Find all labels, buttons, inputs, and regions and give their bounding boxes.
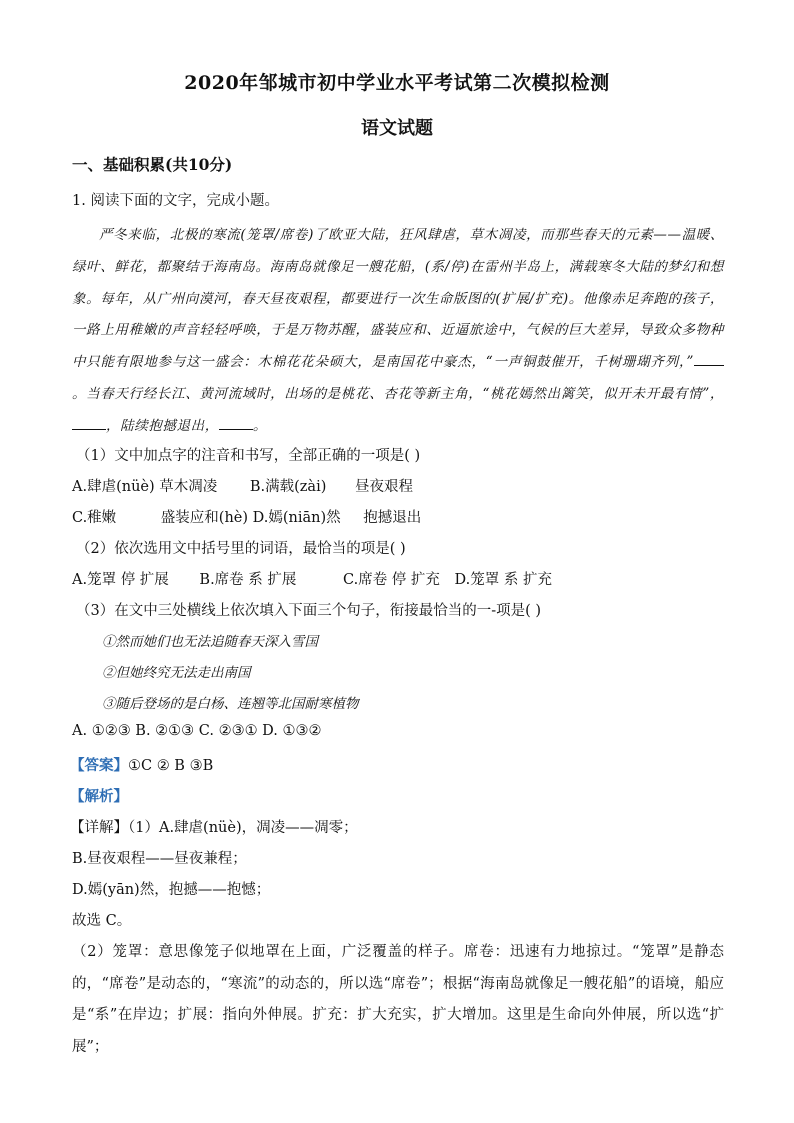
answer-line [70, 754, 213, 775]
analysis-tag: 【解析】 [70, 788, 128, 805]
sub-question-2-stem: （2）依次选用文中括号里的词语，最恰当的项是( ) [76, 541, 406, 557]
fill-blank-3[interactable] [219, 417, 253, 430]
answer-text: ①C ② B ③B [128, 758, 214, 774]
fill-blank-1[interactable] [694, 353, 724, 366]
detail-line-2: B.昼夜艰程——昼夜兼程； [72, 851, 247, 867]
option-d[interactable]: D.笼罩 系 扩充 [454, 572, 552, 588]
sentence-3: ③随后登场的是白杨、连翘等北国耐寒植物 [102, 696, 359, 712]
option-b-cont: 昼夜艰程 [355, 479, 413, 495]
passage-part-3: ，陆续抱撼退出， [106, 417, 219, 434]
option-b[interactable]: B.满载(zài) [249, 479, 327, 495]
detail-line-3: D.嫣(yān)然，抱撼——抱憾； [72, 882, 271, 898]
option-b[interactable]: B.席卷 系 扩展 [199, 572, 297, 588]
option-c[interactable]: C.席卷 停 扩充 [343, 572, 440, 588]
document-title: 2020年邹城市初中学业水平考试第二次模拟检测 [184, 72, 610, 94]
passage-part-4: 。 [252, 417, 267, 434]
fill-blank-2[interactable] [72, 417, 106, 430]
option-c[interactable]: C.稚嫩 [72, 510, 117, 526]
option-a[interactable]: A.笼罩 停 扩展 [72, 572, 169, 588]
document-subtitle: 语文试题 [361, 118, 433, 139]
option-c-d[interactable]: 盛装应和(hè) D.嫣(niān)然 [160, 510, 341, 526]
option-d-cont: 抱撼退出 [363, 510, 422, 526]
passage-part-2: 。当春天行经长江、黄河流域时，出场的是桃花、杏花等新主角，“桃花嫣然出篱笑，似开未开最有情”， [72, 385, 724, 402]
sub-question-2-options [72, 568, 552, 589]
question-1-stem: 1. 阅读下面的文字，完成小题。 [72, 193, 279, 209]
sub-question-3-stem: （3）在文中三处横线上依次填入下面三个句子，衔接最恰当的一-项是( ) [76, 603, 542, 619]
answer-tag: 【答案】 [70, 757, 128, 774]
option-a[interactable]: A.肆虐(nüè) 草木凋凌 [72, 479, 218, 495]
sentence-2: ②但她终究无法走出南国 [102, 665, 251, 681]
explanation-2: （2）笼罩：意思像笼子似地罩在上面，广泛覆盖的样子。席卷：迅速有力地掠过。“笼罩”是静态的，“席卷”是动态的，“寒流”的动态的，所以选“席卷”；根据“海南岛就像足一艘花船”的语境，船应是“系”在岸边；扩展：指向外伸展。扩充：扩大充实，扩大增加。这里是生命向外伸展，所以选“扩展”； [72, 944, 724, 1055]
sub-question-1-stem: （1）文中加点字的注音和书写，全部正确的一项是( ) [76, 448, 421, 464]
sub-question-1-options-row-2 [72, 506, 421, 527]
sub-question-3-options[interactable]: A. ①②③ B. ②①③ C. ②③① D. ①③② [72, 723, 322, 739]
detail-line-1: 【详解】（1）A.肆虐(nüè)，凋凌——凋零； [70, 820, 358, 836]
passage-part-1: 严冬来临，北极的寒流(笼罩/席卷)了欧亚大陆，狂风肆虐，草木凋凌，而那些春天的元素——温暖、绿叶、鲜花，都聚结于海南岛。海南岛就像足一艘花船，(系/停)在雷州半岛上，满载寒冬大陆的梦幻和想象。每年，从广州向漠河，春天昼夜艰程，都要进行一次生命版图的(扩展/扩充)。他像赤足奔跑的孩子，一路上用稚嫩的声音轻轻呼唤，于是万物苏醒，盛装应和、近逼旅途中，气候的巨大差异，导致众多物种中只能有限地参与这一盛会：木棉花花朵硕大，是南国花中豪杰，“一声铜鼓催开，千树珊瑚齐列，” [72, 227, 724, 371]
reading-passage [72, 220, 724, 443]
detail-line-4: 故选 C。 [72, 913, 132, 929]
section-heading: 一、基础积累(共10分) [72, 155, 233, 174]
sentence-1: ①然而她们也无法追随春天深入雪国 [102, 634, 318, 650]
sub-question-1-options-row-1 [72, 475, 413, 496]
